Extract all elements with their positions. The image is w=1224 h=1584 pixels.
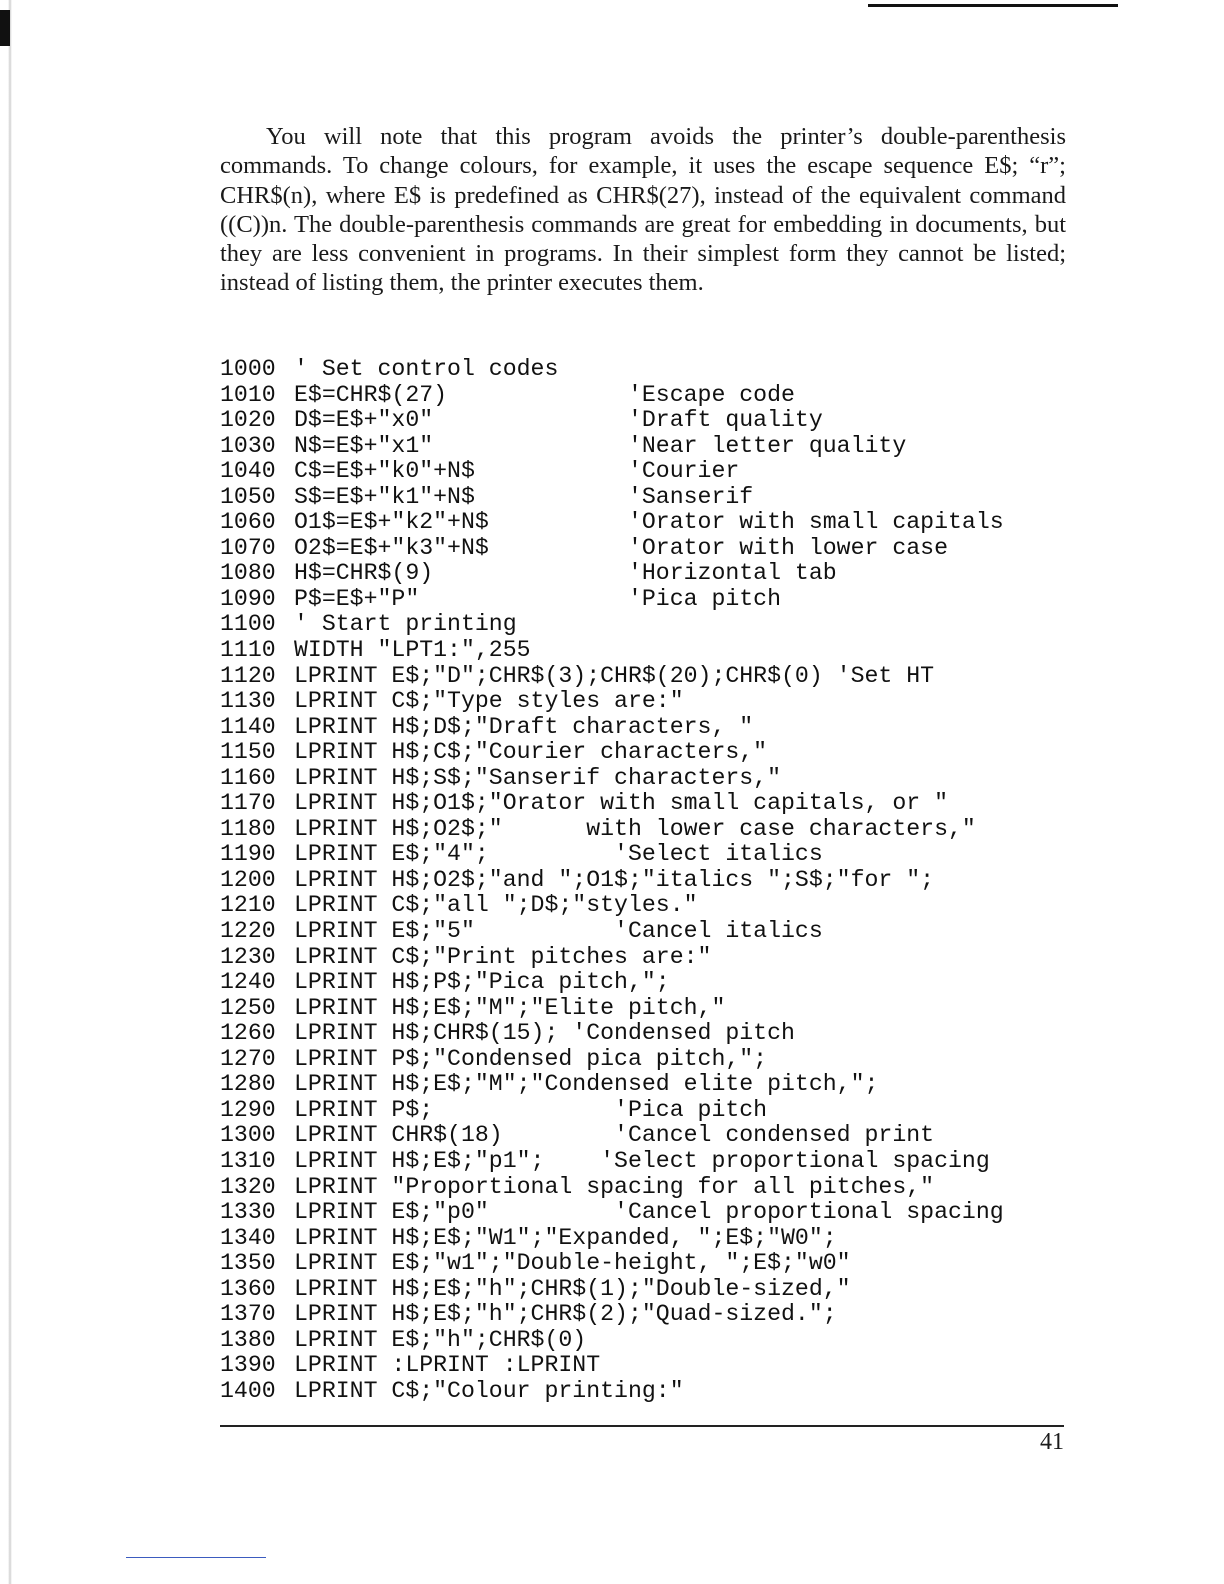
line-number: 1350 — [220, 1250, 276, 1277]
code-line — [220, 408, 1080, 434]
code-line — [220, 664, 1080, 690]
line-number: 1010 — [220, 381, 276, 408]
line-number: 1040 — [220, 458, 276, 485]
code-text: LPRINT H$;D$;"Draft characters, " — [294, 713, 754, 740]
intro-paragraph: You will note that this program avoids the printer’s double-parenthesis commands. To change colours, for example, it uses the escape sequence E$; “r”; CHR$(n), where E$ is predefined as CHR$(27), instead of the equivalent command ((C))n. The double-parenthesis commands are great for embedding in documents, but they are less convenient in programs. In their simplest form they cannot be listed; instead of listing them, the printer executes them. — [220, 123, 1066, 297]
code-text: LPRINT C$;"Print pitches are:" — [294, 943, 712, 970]
code-text: ' Set control codes — [294, 356, 559, 382]
code-line — [220, 1353, 1080, 1379]
line-number: 1020 — [220, 407, 276, 434]
line-number: 1220 — [220, 918, 276, 945]
code-text: P$=E$+"P" 'Pica pitch — [294, 585, 782, 612]
code-line — [220, 383, 1080, 409]
code-text: LPRINT :LPRINT :LPRINT — [294, 1352, 601, 1379]
code-text: LPRINT H$;S$;"Sanserif characters," — [294, 764, 782, 791]
code-line — [220, 1226, 1080, 1252]
code-line — [220, 1123, 1080, 1149]
code-text: LPRINT H$;O1$;"Orator with small capitals, or " — [294, 790, 948, 817]
code-text: LPRINT H$;O2$;"and ";O1$;"italics ";S$;"for "; — [294, 866, 935, 893]
line-number: 1320 — [220, 1173, 276, 1200]
code-line — [220, 1021, 1080, 1047]
code-line — [220, 1047, 1080, 1073]
code-line — [220, 1175, 1080, 1201]
line-number: 1030 — [220, 432, 276, 459]
code-text: LPRINT H$;E$;"h";CHR$(2);"Quad-sized."; — [294, 1301, 837, 1328]
code-line — [220, 842, 1080, 868]
code-text: C$=E$+"k0"+N$ 'Courier — [294, 458, 740, 485]
code-line — [220, 766, 1080, 792]
line-number: 1120 — [220, 662, 276, 689]
code-line — [220, 1200, 1080, 1226]
code-text: LPRINT E$;"5" 'Cancel italics — [294, 918, 823, 945]
line-number: 1340 — [220, 1224, 276, 1251]
code-text: O1$=E$+"k2"+N$ 'Orator with small capitals — [294, 509, 1004, 536]
line-number: 1150 — [220, 739, 276, 766]
code-line — [220, 459, 1080, 485]
code-text: LPRINT H$;O2$;" with lower case characters," — [294, 815, 976, 842]
line-number: 1160 — [220, 764, 276, 791]
code-text: D$=E$+"x0" 'Draft quality — [294, 407, 823, 434]
line-number: 1230 — [220, 943, 276, 970]
line-number: 1300 — [220, 1122, 276, 1149]
header-rule — [868, 4, 1118, 7]
code-line — [220, 587, 1080, 613]
code-text: LPRINT H$;E$;"M";"Elite pitch," — [294, 994, 726, 1021]
line-number: 1250 — [220, 994, 276, 1021]
code-text: N$=E$+"x1" 'Near letter quality — [294, 432, 907, 459]
line-number: 1070 — [220, 534, 276, 561]
line-number: 1270 — [220, 1045, 276, 1072]
code-line — [220, 715, 1080, 741]
line-number: 1360 — [220, 1275, 276, 1302]
code-text: WIDTH "LPT1:",255 — [294, 637, 531, 664]
code-text: LPRINT H$;P$;"Pica pitch,"; — [294, 969, 670, 996]
code-line — [220, 561, 1080, 587]
code-text: LPRINT E$;"D";CHR$(3);CHR$(20);CHR$(0) 'Set HT — [294, 662, 935, 689]
footer-rule — [220, 1425, 1064, 1427]
code-text: ' Start printing — [294, 611, 517, 638]
code-line — [220, 1072, 1080, 1098]
line-number: 1110 — [220, 637, 276, 664]
line-number: 1280 — [220, 1071, 276, 1098]
code-line — [220, 1328, 1080, 1354]
code-text: LPRINT C$;"all ";D$;"styles." — [294, 892, 698, 919]
line-number: 1370 — [220, 1301, 276, 1328]
basic-program-listing — [220, 357, 1080, 1404]
code-text: S$=E$+"k1"+N$ 'Sanserif — [294, 483, 754, 510]
line-number: 1000 — [220, 356, 276, 382]
code-text: LPRINT E$;"p0" 'Cancel proportional spacing — [294, 1199, 1004, 1226]
code-text: LPRINT H$;E$;"h";CHR$(1);"Double-sized," — [294, 1275, 851, 1302]
code-line — [220, 638, 1080, 664]
line-number: 1210 — [220, 892, 276, 919]
code-line — [220, 740, 1080, 766]
code-text: LPRINT H$;CHR$(15); 'Condensed pitch — [294, 1020, 795, 1047]
code-line — [220, 510, 1080, 536]
scan-footer-line — [126, 1557, 266, 1558]
code-text: LPRINT C$;"Colour printing:" — [294, 1377, 684, 1404]
code-line — [220, 485, 1080, 511]
code-line — [220, 970, 1080, 996]
code-line — [220, 996, 1080, 1022]
code-text: LPRINT H$;E$;"M";"Condensed elite pitch,"; — [294, 1071, 879, 1098]
line-number: 1400 — [220, 1377, 276, 1404]
code-line — [220, 919, 1080, 945]
line-number: 1170 — [220, 790, 276, 817]
line-number: 1310 — [220, 1147, 276, 1174]
scanned-page-edge — [0, 0, 14, 1584]
code-text: E$=CHR$(27) 'Escape code — [294, 381, 795, 408]
code-line — [220, 817, 1080, 843]
code-line — [220, 612, 1080, 638]
line-number: 1050 — [220, 483, 276, 510]
page-number: 41 — [1040, 1429, 1064, 1455]
code-line — [220, 868, 1080, 894]
code-text: LPRINT E$;"h";CHR$(0) — [294, 1326, 587, 1353]
code-text: LPRINT C$;"Type styles are:" — [294, 688, 684, 715]
line-number: 1190 — [220, 841, 276, 868]
code-line — [220, 1251, 1080, 1277]
line-number: 1080 — [220, 560, 276, 587]
code-text: LPRINT H$;E$;"W1";"Expanded, ";E$;"W0"; — [294, 1224, 837, 1251]
line-number: 1180 — [220, 815, 276, 842]
code-text: LPRINT H$;C$;"Courier characters," — [294, 739, 768, 766]
line-number: 1090 — [220, 585, 276, 612]
code-text: LPRINT P$; 'Pica pitch — [294, 1096, 768, 1123]
line-number: 1380 — [220, 1326, 276, 1353]
line-number: 1290 — [220, 1096, 276, 1123]
code-line — [220, 893, 1080, 919]
code-line — [220, 1302, 1080, 1328]
code-line — [220, 945, 1080, 971]
code-text: LPRINT E$;"w1";"Double-height, ";E$;"w0" — [294, 1250, 851, 1277]
code-text: LPRINT E$;"4"; 'Select italics — [294, 841, 823, 868]
code-text: H$=CHR$(9) 'Horizontal tab — [294, 560, 837, 587]
code-line — [220, 1277, 1080, 1303]
code-text: LPRINT P$;"Condensed pica pitch,"; — [294, 1045, 768, 1072]
code-line — [220, 1149, 1080, 1175]
line-number: 1130 — [220, 688, 276, 715]
code-line — [220, 357, 1080, 383]
line-number: 1330 — [220, 1199, 276, 1226]
line-number: 1200 — [220, 866, 276, 893]
code-text: LPRINT CHR$(18) 'Cancel condensed print — [294, 1122, 935, 1149]
code-line — [220, 1379, 1080, 1405]
code-line — [220, 536, 1080, 562]
code-line — [220, 1098, 1080, 1124]
line-number: 1240 — [220, 969, 276, 996]
code-line — [220, 434, 1080, 460]
line-number: 1140 — [220, 713, 276, 740]
code-text: LPRINT H$;E$;"p1"; 'Select proportional spacing — [294, 1147, 990, 1174]
line-number: 1260 — [220, 1020, 276, 1047]
line-number: 1060 — [220, 509, 276, 536]
binding-mark — [0, 10, 10, 46]
code-text: LPRINT "Proportional spacing for all pitches," — [294, 1173, 935, 1200]
code-text: O2$=E$+"k3"+N$ 'Orator with lower case — [294, 534, 948, 561]
line-number: 1390 — [220, 1352, 276, 1379]
code-line — [220, 791, 1080, 817]
line-number: 1100 — [220, 611, 276, 638]
code-line — [220, 689, 1080, 715]
